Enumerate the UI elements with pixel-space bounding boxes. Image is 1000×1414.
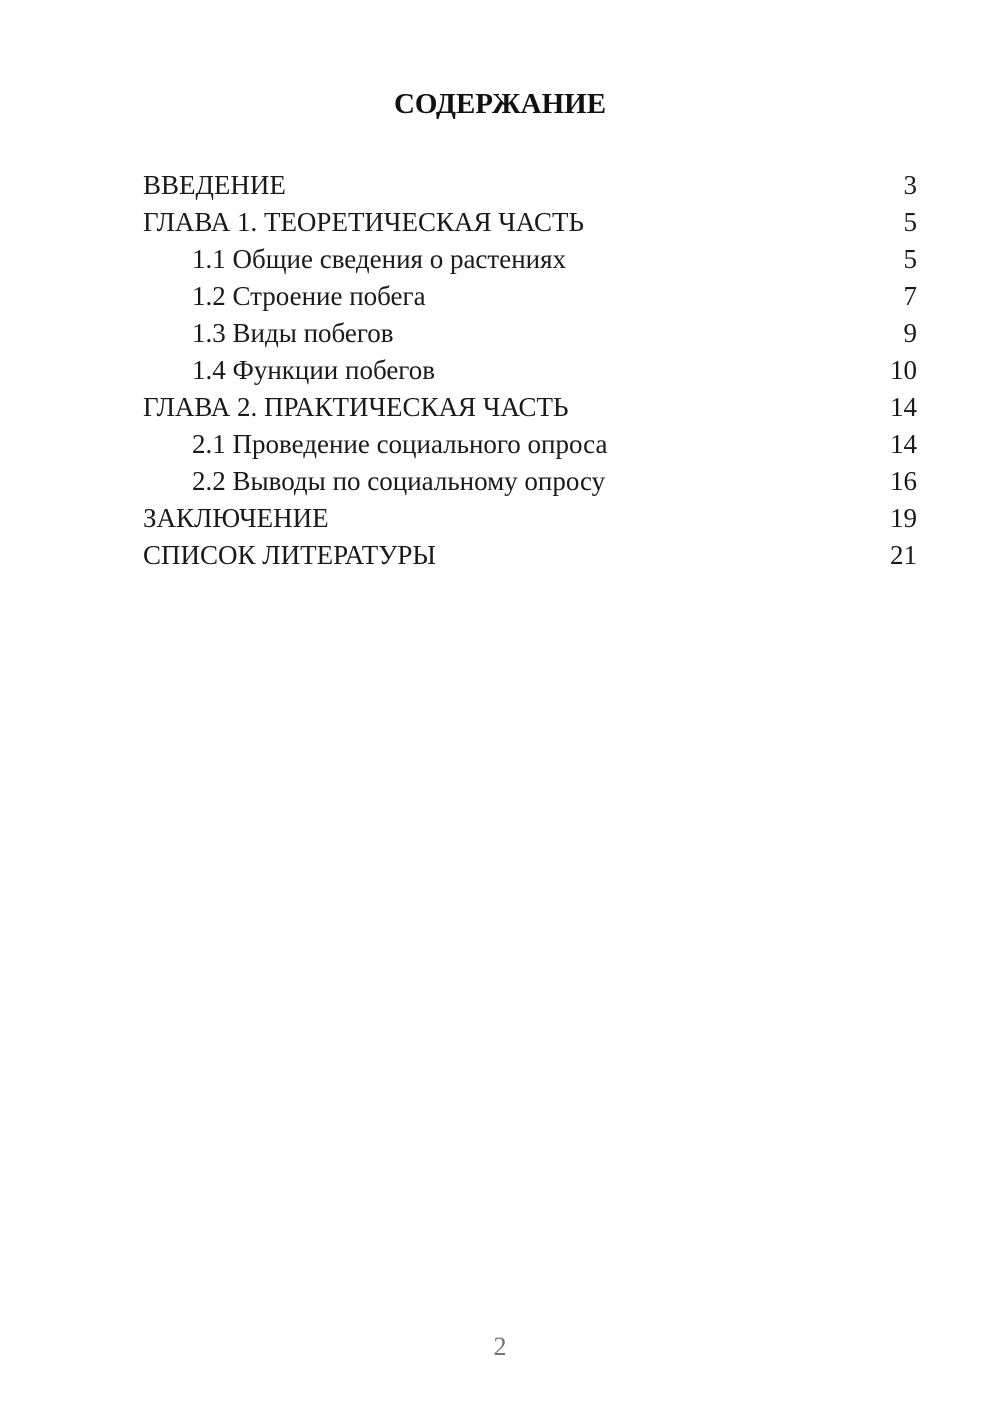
toc-entry: [143, 500, 917, 537]
toc-entry-label: 1.1 Общие сведения о растениях: [192, 244, 567, 274]
toc-entry-page: 21: [890, 540, 917, 570]
toc-entry: [143, 315, 917, 352]
toc-entry-page: 5: [903, 244, 917, 274]
toc-entry: [143, 241, 917, 278]
toc-entry-label: ГЛАВА 2. ПРАКТИЧЕСКАЯ ЧАСТЬ: [143, 392, 569, 422]
toc-entry-page: 19: [890, 503, 917, 533]
toc-entry-page: 7: [903, 281, 917, 311]
toc-entry-label: 1.3 Виды побегов: [192, 318, 394, 348]
toc-entry-label: 1.2 Строение побега: [192, 281, 426, 311]
toc-entry: [143, 352, 917, 389]
page-number: 2: [493, 1332, 507, 1361]
toc-entry-page: 14: [890, 429, 917, 459]
toc-entry-label: 2.1 Проведение социального опроса: [192, 429, 608, 459]
page-title: СОДЕРЖАНИЕ: [393, 88, 607, 120]
toc-entry-page: 5: [903, 207, 917, 237]
toc-entry: [143, 389, 917, 426]
toc-entry-page: 10: [890, 355, 917, 385]
toc-entry: [143, 463, 917, 500]
toc-entry-page: 9: [903, 318, 917, 348]
toc-entry-label: ВВЕДЕНИЕ: [143, 170, 286, 200]
toc-entry: [143, 426, 917, 463]
toc-list: [143, 167, 917, 574]
toc-entry-label: СПИСОК ЛИТЕРАТУРЫ: [143, 540, 436, 570]
toc-entry-page: 14: [890, 392, 917, 422]
toc-entry: [143, 167, 917, 204]
toc-entry-label: ЗАКЛЮЧЕНИЕ: [143, 503, 329, 533]
toc-entry: [143, 537, 917, 574]
toc-entry-label: 1.4 Функции побегов: [192, 355, 435, 385]
toc-entry-page: 3: [903, 170, 917, 200]
toc-entry-label: ГЛАВА 1. ТЕОРЕТИЧЕСКАЯ ЧАСТЬ: [143, 207, 584, 237]
toc-entry: [143, 204, 917, 241]
toc-entry: [143, 278, 917, 315]
toc-entry-page: 16: [890, 466, 917, 496]
toc-entry-label: 2.2 Выводы по социальному опросу: [192, 466, 606, 496]
